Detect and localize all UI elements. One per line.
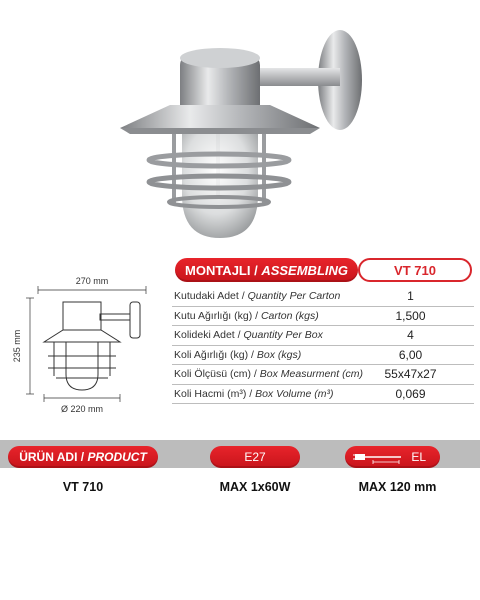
assembling-label-en: ASSEMBLING [261, 262, 348, 278]
spec-table [172, 287, 474, 404]
product-code-badge: VT 710 [358, 258, 472, 282]
product-photo [100, 10, 390, 250]
height-label: 235 mm [12, 329, 22, 363]
cable-value: MAX 120 mm [358, 480, 437, 494]
cable-icon [353, 449, 403, 465]
spec-label: Koli Ağırlığı (kg) / Box (kgs) [174, 348, 302, 361]
spec-row [172, 326, 474, 346]
spec-label: Kutu Ağırlığı (kg) / Carton (kgs) [174, 309, 319, 322]
spec-row [172, 346, 474, 366]
spec-label: Kolideki Adet / Quantity Per Box [174, 329, 323, 342]
product-name-badge [8, 446, 158, 468]
spec-row [172, 365, 474, 385]
product-label-tr: ÜRÜN ADI / [19, 450, 85, 464]
spec-value: 1 [407, 289, 414, 304]
assembling-header [175, 258, 358, 282]
spec-value: 1,500 [395, 308, 426, 323]
spec-label: Koli Hacmi (m³) / Box Volume (m³) [174, 387, 334, 400]
bulb-value: MAX 1x60W [219, 480, 291, 494]
spec-value: 4 [407, 328, 414, 343]
assembling-label-tr: MONTAJLI / [185, 262, 258, 278]
diameter-label: Ø 220 mm [60, 404, 104, 414]
cable-label: EL [411, 450, 426, 464]
product-value: VT 710 [62, 480, 104, 494]
spec-row [172, 307, 474, 327]
spec-label: Koli Ölçüsü (cm) / Box Measurment (cm) [174, 368, 364, 381]
cable-badge [345, 446, 440, 468]
bulb-badge [210, 446, 300, 468]
spec-row [172, 287, 474, 307]
spec-value: 0,069 [395, 386, 426, 401]
width-label: 270 mm [75, 276, 109, 286]
bulb-label: E27 [244, 450, 266, 464]
spec-row [172, 385, 474, 405]
dimension-drawing [8, 272, 168, 422]
spec-value: 6,00 [398, 347, 423, 362]
spec-value: 55x47x27 [384, 367, 437, 382]
product-label-en: PRODUCT [87, 450, 147, 464]
spec-label: Kutudaki Adet / Quantity Per Carton [174, 290, 341, 303]
